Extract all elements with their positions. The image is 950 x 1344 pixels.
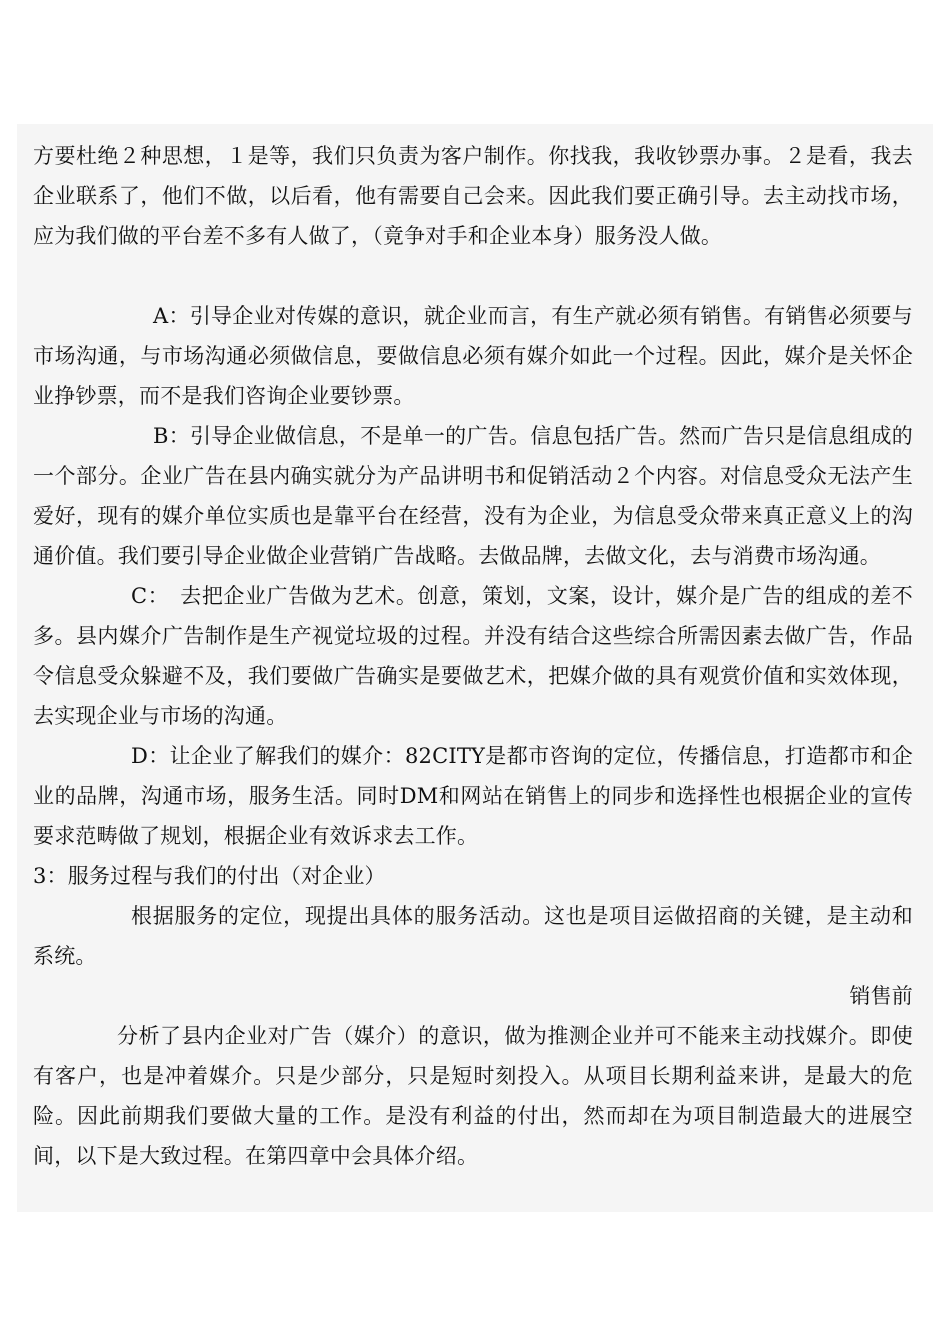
paragraph-pre-sale: 分析了县内企业对广告（媒介）的意识，做为推测企业并可不能来主动找媒介。即使有客户，也是冲着媒介。只是少部分，只是短时刻投入。从项目长期利益来讲，是最大的危险。因此前期我们要做大量的工作。是没有利益的付出，然而却在为项目制造最大的进展空间，以下是大致过程。在第四章中会具体介绍。 — [33, 1024, 913, 1168]
section-heading: 3：服务过程与我们的付出（对企业） — [33, 864, 386, 888]
blank-line — [33, 256, 913, 296]
paragraph-item-c: C： 去把企业广告做为艺术。创意，策划，文案，设计，媒介是广告的组成的差不多。县内媒介广告制作是生产视觉垃圾的过程。并没有结合这些综合所需因素去做广告，作品令信息受众躲避不及，我们要做广告确实是要做艺术，把媒介做的具有观赏价值和实效体现，去实现企业与市场的沟通。 — [33, 584, 913, 728]
document-body — [33, 136, 913, 1176]
paragraph-service: 根据服务的定位，现提出具体的服务活动。这也是项目运做招商的关键，是主动和系统。 — [33, 904, 913, 968]
paragraph-item-b: B：引导企业做信息，不是单一的广告。信息包括广告。然而广告只是信息组成的一个部分。企业广告在县内确实就分为产品讲明书和促销活动２个内容。对信息受众无法产生爱好，现有的媒介单位实质也是靠平台在经营，没有为企业，为信息受众带来真正意义上的沟通价值。我们要引导企业做企业营销广告战略。去做品牌，去做文化，去与消费市场沟通。 — [33, 424, 913, 568]
paragraph-item-d: D：让企业了解我们的媒介：82CITY是都市咨询的定位，传播信息，打造都市和企业的品牌，沟通市场，服务生活。同时DM和网站在销售上的同步和选择性也根据企业的宣传要求范畴做了规划，根据企业有效诉求去工作。 — [33, 744, 913, 848]
paragraph-item-a: A：引导企业对传媒的意识，就企业而言，有生产就必须有销售。有销售必须要与市场沟通，与市场沟通必须做信息，要做信息必须有媒介如此一个过程。因此，媒介是关怀企业挣钞票，而不是我们咨询企业要钞票。 — [33, 304, 913, 408]
document-page — [17, 124, 933, 1212]
paragraph-intro: 方要杜绝２种思想，１是等，我们只负责为客户制作。你找我，我收钞票办事。２是看，我去企业联系了，他们不做，以后看，他有需要自己会来。因此我们要正确引导。去主动找市场，应为我们做的平台差不多有人做了，（竟争对手和企业本身）服务没人做。 — [33, 144, 913, 248]
subheading-pre-sale: 销售前 — [849, 984, 913, 1008]
